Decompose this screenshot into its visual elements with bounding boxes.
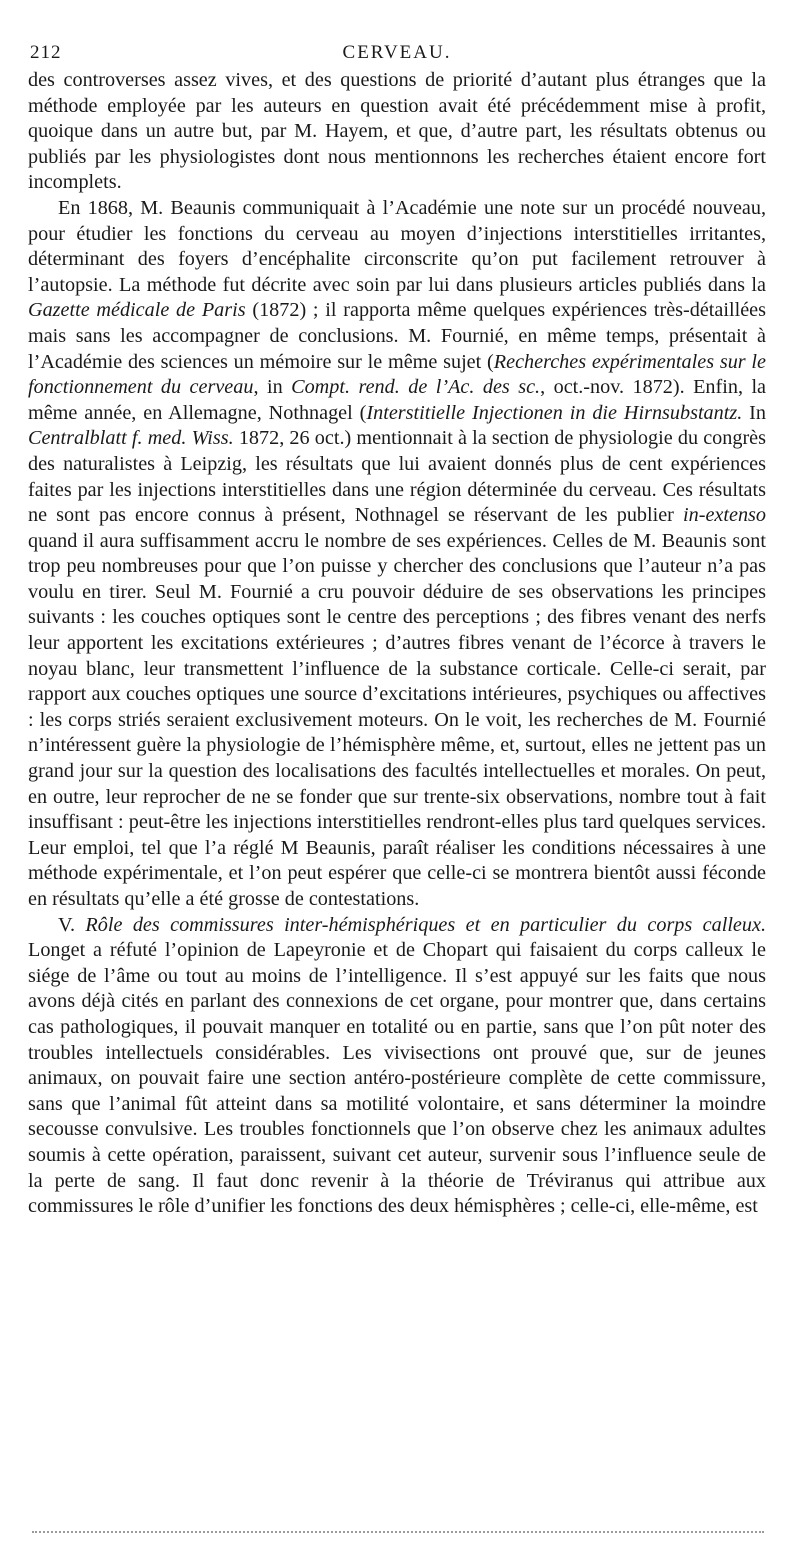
italic-text-run: Gazette médicale de Paris <box>28 299 246 322</box>
text-run: In <box>742 401 766 424</box>
text-run: , oct.-nov. 1872). Enfin, la même année, en Allemagne, Nothnagel ( <box>28 376 767 424</box>
running-head <box>28 38 766 68</box>
italic-text-run: Interstitielle Injectionen in die Hirnsubstantz. <box>366 401 743 424</box>
body-text <box>28 68 766 1220</box>
italic-text-run: Recherches expérimentales sur le fonctionnement du cerveau <box>28 350 767 399</box>
paragraph-p2 <box>28 196 766 913</box>
italic-text-run: Centralblatt f. med. Wiss. <box>28 427 234 450</box>
text-run: (1872) ; il rapporta même quelques expériences très-détaillées mais sans les accompagner de conclusions. M. Fournié, en même temps, présentait à l’Académie des sciences un mémoire sur le même sujet ( <box>28 299 766 373</box>
paragraph-p1 <box>28 68 766 196</box>
text-run: 1872, 26 oct.) mentionnait à la section de physiologie du congrès des naturalistes à Leipzig, les résultats que lui avaient donnés plus de cent expériences faites par les injections interstitielles dans une région déterminée du cerveau. Ces résultats ne sont pas encore connus à présent, Nothnagel se réservant de les publier <box>28 427 766 527</box>
text-run: des controverses assez vives, et des questions de priorité d’autant plus étranges que la méthode employée par les auteurs en question avait été précédemment mise à profit, quoique dans un autre but, par M. Hayem, et que, d’autre part, les résultats obtenus ou publiés par les physiologistes dont nous mentionnons les recherches étaient encore fort incomplets. <box>28 69 766 194</box>
text-run: quand il aura suffisamment accru le nombre de ses expériences. Celles de M. Beaunis sont trop peu nombreuses pour que l’on puisse y chercher des conclusions que l’auteur n’a pas voulu en tirer. Seul M. Fournié a cru pouvoir déduire de ses observations les principes suivants : les couches optiques sont le centre des perceptions ; des fibres venant des nerfs leur apportent les excitations extérieures ; d’autres fibres venant de l’écorce à travers le noyau blanc, leur transmettent l’influence de la substance corticale. Celle-ci serait, par rapport aux couches optiques une source d’excitations intérieures, psychiques ou affectives : les corps striés seraient exclusivement moteurs. On le voit, les recherches de M. Fournié n’intéressent guère la physiologie de l’hémisphère même, et, surtout, elles ne jettent pas un grand jour sur la question des localisations des facultés intellectuelles et morales. On peut, en outre, leur reprocher de ne se fonder que sur trente-six observations, nombre tout à fait insuffisant : peut-être les injections interstitielles rendront-elles plus tard quelques services. Leur emploi, tel que l’a réglé M Beaunis, paraît réaliser les conditions nécessaires à une méthode expérimentale, et l’on peut espérer que celle-ci se montrera bientôt aussi féconde en résultats qu’elle a été grosse de contestations. <box>28 529 766 910</box>
text-run: En 1868, M. Beaunis communiquait à l’Académie une note sur un procédé nouveau, pour étudier les fonctions du cerveau au moyen d’injections interstitielles irritantes, déterminant des foyers d’encéphalite circonscrite qu’on put facilement retrouver à l’autopsie. La méthode fut décrite avec soin par lui dans plusieurs articles publiés dans la <box>28 196 766 296</box>
text-run: Longet a réfuté l’opinion de Lapeyronie et de Chopart qui faisaient du corps calleux le siége de l’âme ou tout au moins de l’intelligence. Il s’est appuyé sur les faits que nous avons déjà cités en parlant des connexions de cet organe, pour montrer que, dans certains cas pathologiques, il pouvait manquer en totalité ou en partie, sans que l’on pût noter des troubles intellectuels considérables. Les vivisections ont prouvé que, sur de jeunes animaux, on pouvait faire une section antéro-postérieure complète de cette commissure, sans que l’animal fût atteint dans sa motilité volontaire, et sans déterminer la moindre secousse convulsive. Les troubles fonctionnels que l’on observe chez les animaux adultes soumis à cette opération, paraissent, suivant cet auteur, survenir sous l’influence seule de la perte de sang. Il faut donc revenir à la théorie de Tréviranus qui attribue aux commissures le rôle d’unifier les fonctions des deux hémisphères ; celle-ci, elle-même, est <box>28 939 766 1218</box>
text-run: , in <box>253 376 292 399</box>
italic-text-run: in-extenso <box>683 504 766 527</box>
page-number: 212 <box>30 42 62 63</box>
italic-text-run: Rôle des commissures inter-hémisphériques et en particulier du corps calleux. <box>85 913 766 936</box>
text-run: V. <box>58 913 86 936</box>
book-page <box>28 38 766 1220</box>
paragraph-p3 <box>28 913 766 1220</box>
footer-rule <box>32 1531 764 1533</box>
italic-text-run: Compt. rend. de l’Ac. des sc. <box>291 376 541 399</box>
running-title: CERVEAU. <box>342 42 452 63</box>
